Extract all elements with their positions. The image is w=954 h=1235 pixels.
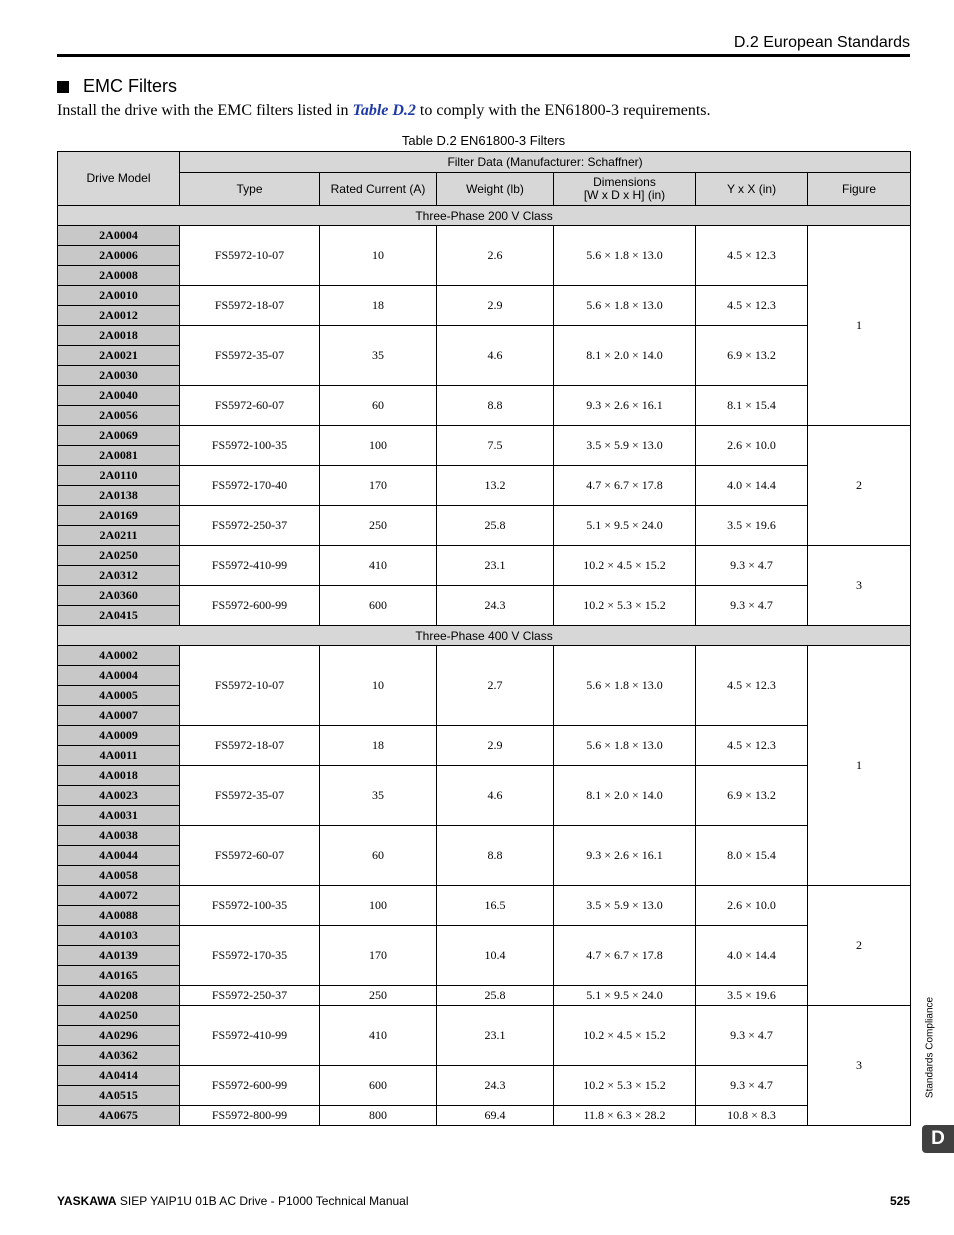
- dimensions-cell: 11.8 × 6.3 × 28.2: [554, 1106, 696, 1126]
- drive-model-cell: 4A0088: [58, 906, 180, 926]
- rated-current-cell: 18: [320, 286, 437, 326]
- drive-model-cell: 4A0005: [58, 686, 180, 706]
- drive-model-cell: 2A0360: [58, 586, 180, 606]
- side-tab-label: Standards Compliance: [924, 996, 936, 1099]
- drive-model-cell: 2A0056: [58, 406, 180, 426]
- drive-model-cell: 4A0103: [58, 926, 180, 946]
- yx-cell: 10.8 × 8.3: [696, 1106, 808, 1126]
- yx-cell: 4.5 × 12.3: [696, 646, 808, 726]
- header-rated-current: Rated Current (A): [320, 173, 437, 206]
- table-row: [58, 646, 911, 666]
- drive-model-cell: 2A0169: [58, 506, 180, 526]
- dimensions-cell: 3.5 × 5.9 × 13.0: [554, 886, 696, 926]
- rated-current-cell: 60: [320, 826, 437, 886]
- table-body: [58, 206, 911, 1126]
- filter-type-cell: FS5972-10-07: [180, 226, 320, 286]
- drive-model-cell: 2A0021: [58, 346, 180, 366]
- filter-type-cell: FS5972-10-07: [180, 646, 320, 726]
- rated-current-cell: 35: [320, 326, 437, 386]
- weight-cell: 25.8: [437, 986, 554, 1006]
- yx-cell: 9.3 × 4.7: [696, 1006, 808, 1066]
- table-row: [58, 506, 911, 526]
- rated-current-cell: 800: [320, 1106, 437, 1126]
- square-bullet-icon: [57, 81, 69, 93]
- drive-model-cell: 2A0006: [58, 246, 180, 266]
- yx-cell: 8.1 × 15.4: [696, 386, 808, 426]
- dimensions-cell: 5.1 × 9.5 × 24.0: [554, 986, 696, 1006]
- drive-model-cell: 4A0296: [58, 1026, 180, 1046]
- table-row: [58, 886, 911, 906]
- table-row: [58, 326, 911, 346]
- figure-cell: 3: [808, 1006, 911, 1126]
- drive-model-cell: 2A0018: [58, 326, 180, 346]
- weight-cell: 23.1: [437, 546, 554, 586]
- side-tab: [922, 990, 938, 1108]
- footer: [57, 1194, 910, 1208]
- drive-model-cell: 4A0675: [58, 1106, 180, 1126]
- weight-cell: 16.5: [437, 886, 554, 926]
- drive-model-cell: 4A0515: [58, 1086, 180, 1106]
- drive-model-cell: 2A0004: [58, 226, 180, 246]
- drive-model-cell: 4A0007: [58, 706, 180, 726]
- table-row: [58, 386, 911, 406]
- weight-cell: 2.6: [437, 226, 554, 286]
- filter-type-cell: FS5972-600-99: [180, 1066, 320, 1106]
- filter-type-cell: FS5972-60-07: [180, 826, 320, 886]
- rated-current-cell: 170: [320, 466, 437, 506]
- filter-type-cell: FS5972-35-07: [180, 326, 320, 386]
- weight-cell: 8.8: [437, 386, 554, 426]
- yx-cell: 6.9 × 13.2: [696, 766, 808, 826]
- drive-model-cell: 2A0008: [58, 266, 180, 286]
- filter-type-cell: FS5972-35-07: [180, 766, 320, 826]
- dimensions-cell: 4.7 × 6.7 × 17.8: [554, 466, 696, 506]
- header-weight: Weight (lb): [437, 173, 554, 206]
- dimensions-cell: 10.2 × 4.5 × 15.2: [554, 546, 696, 586]
- table-row: [58, 986, 911, 1006]
- dimensions-cell: 9.3 × 2.6 × 16.1: [554, 826, 696, 886]
- weight-cell: 7.5: [437, 426, 554, 466]
- filter-type-cell: FS5972-800-99: [180, 1106, 320, 1126]
- rated-current-cell: 35: [320, 766, 437, 826]
- figure-cell: 1: [808, 646, 911, 886]
- drive-model-cell: 4A0038: [58, 826, 180, 846]
- header-figure: Figure: [808, 173, 911, 206]
- dimensions-cell: 8.1 × 2.0 × 14.0: [554, 326, 696, 386]
- header-dimensions-line1: Dimensions: [593, 175, 656, 189]
- intro-text-before: Install the drive with the EMC filters listed in: [57, 102, 353, 119]
- drive-model-cell: 2A0211: [58, 526, 180, 546]
- header-drive-model: Drive Model: [58, 152, 180, 206]
- figure-cell: 1: [808, 226, 911, 426]
- yx-cell: 6.9 × 13.2: [696, 326, 808, 386]
- rated-current-cell: 100: [320, 426, 437, 466]
- drive-model-cell: 2A0030: [58, 366, 180, 386]
- drive-model-cell: 4A0250: [58, 1006, 180, 1026]
- footer-brand: YASKAWA: [57, 1194, 117, 1208]
- weight-cell: 8.8: [437, 826, 554, 886]
- footer-left: [57, 1194, 409, 1208]
- yx-cell: 4.5 × 12.3: [696, 726, 808, 766]
- intro-text-after: to comply with the EN61800-3 requirements.: [415, 102, 711, 119]
- table-row: [58, 586, 911, 606]
- emc-filters-table: [57, 151, 911, 1126]
- rated-current-cell: 600: [320, 586, 437, 626]
- chapter-tab[interactable]: D: [922, 1125, 954, 1153]
- header-type: Type: [180, 173, 320, 206]
- table-row: [58, 426, 911, 446]
- drive-model-cell: 4A0009: [58, 726, 180, 746]
- filter-type-cell: FS5972-600-99: [180, 586, 320, 626]
- drive-model-cell: 4A0018: [58, 766, 180, 786]
- filter-type-cell: FS5972-60-07: [180, 386, 320, 426]
- drive-model-cell: 2A0012: [58, 306, 180, 326]
- rated-current-cell: 250: [320, 506, 437, 546]
- yx-cell: 3.5 × 19.6: [696, 986, 808, 1006]
- dimensions-cell: 10.2 × 5.3 × 15.2: [554, 586, 696, 626]
- drive-model-cell: 2A0069: [58, 426, 180, 446]
- weight-cell: 25.8: [437, 506, 554, 546]
- drive-model-cell: 2A0250: [58, 546, 180, 566]
- filter-type-cell: FS5972-250-37: [180, 506, 320, 546]
- filter-type-cell: FS5972-170-40: [180, 466, 320, 506]
- section-heading-text: EMC Filters: [83, 76, 177, 96]
- figure-cell: 2: [808, 886, 911, 1006]
- header-yx: Y x X (in): [696, 173, 808, 206]
- drive-model-cell: 4A0139: [58, 946, 180, 966]
- footer-manual-title: SIEP YAIP1U 01B AC Drive - P1000 Technical Manual: [116, 1194, 409, 1208]
- dimensions-cell: 9.3 × 2.6 × 16.1: [554, 386, 696, 426]
- drive-model-cell: 2A0040: [58, 386, 180, 406]
- filter-type-cell: FS5972-100-35: [180, 886, 320, 926]
- drive-model-cell: 4A0165: [58, 966, 180, 986]
- table-row: [58, 926, 911, 946]
- table-row: [58, 1066, 911, 1086]
- header-filter-data: Filter Data (Manufacturer: Schaffner): [180, 152, 911, 173]
- dimensions-cell: 3.5 × 5.9 × 13.0: [554, 426, 696, 466]
- filter-type-cell: FS5972-170-35: [180, 926, 320, 986]
- table-row: [58, 826, 911, 846]
- drive-model-cell: 2A0081: [58, 446, 180, 466]
- drive-model-cell: 2A0110: [58, 466, 180, 486]
- drive-model-cell: 4A0414: [58, 1066, 180, 1086]
- rated-current-cell: 60: [320, 386, 437, 426]
- weight-cell: 69.4: [437, 1106, 554, 1126]
- drive-model-cell: 4A0072: [58, 886, 180, 906]
- weight-cell: 4.6: [437, 326, 554, 386]
- drive-model-cell: 2A0312: [58, 566, 180, 586]
- yx-cell: 9.3 × 4.7: [696, 546, 808, 586]
- drive-model-cell: 4A0011: [58, 746, 180, 766]
- section-heading: [57, 76, 177, 97]
- drive-model-cell: 4A0004: [58, 666, 180, 686]
- dimensions-cell: 5.6 × 1.8 × 13.0: [554, 726, 696, 766]
- filter-type-cell: FS5972-18-07: [180, 286, 320, 326]
- rated-current-cell: 250: [320, 986, 437, 1006]
- drive-model-cell: 4A0023: [58, 786, 180, 806]
- header-rule: [57, 54, 910, 57]
- drive-model-cell: 4A0058: [58, 866, 180, 886]
- section-title: Three-Phase 400 V Class: [58, 626, 911, 646]
- weight-cell: 2.9: [437, 726, 554, 766]
- figure-cell: 2: [808, 426, 911, 546]
- table-caption: Table D.2 EN61800-3 Filters: [401, 133, 566, 148]
- rated-current-cell: 18: [320, 726, 437, 766]
- weight-cell: 13.2: [437, 466, 554, 506]
- yx-cell: 9.3 × 4.7: [696, 586, 808, 626]
- weight-cell: 24.3: [437, 586, 554, 626]
- section-row: [58, 206, 911, 226]
- figure-cell: 3: [808, 546, 911, 626]
- filter-type-cell: FS5972-250-37: [180, 986, 320, 1006]
- header-dimensions-line2: [W x D x H] (in): [583, 188, 666, 202]
- section-row: [58, 626, 911, 646]
- drive-model-cell: 2A0138: [58, 486, 180, 506]
- table-row: [58, 1106, 911, 1126]
- weight-cell: 24.3: [437, 1066, 554, 1106]
- dimensions-cell: 8.1 × 2.0 × 14.0: [554, 766, 696, 826]
- intro-paragraph: [57, 102, 711, 120]
- yx-cell: 2.6 × 10.0: [696, 426, 808, 466]
- filter-type-cell: FS5972-410-99: [180, 1006, 320, 1066]
- dimensions-cell: 5.6 × 1.8 × 13.0: [554, 286, 696, 326]
- header-dimensions: [554, 173, 696, 206]
- dimensions-cell: 4.7 × 6.7 × 17.8: [554, 926, 696, 986]
- table-row: [58, 546, 911, 566]
- drive-model-cell: 4A0044: [58, 846, 180, 866]
- drive-model-cell: 4A0362: [58, 1046, 180, 1066]
- page-number: 525: [889, 1194, 910, 1208]
- rated-current-cell: 10: [320, 646, 437, 726]
- table-row: [58, 766, 911, 786]
- table-reference-link[interactable]: Table D.2: [352, 102, 416, 119]
- yx-cell: 4.0 × 14.4: [696, 926, 808, 986]
- dimensions-cell: 5.6 × 1.8 × 13.0: [554, 646, 696, 726]
- table-row: [58, 286, 911, 306]
- rated-current-cell: 410: [320, 546, 437, 586]
- table-row: [58, 726, 911, 746]
- drive-model-cell: 4A0002: [58, 646, 180, 666]
- yx-cell: 4.5 × 12.3: [696, 226, 808, 286]
- rated-current-cell: 410: [320, 1006, 437, 1066]
- dimensions-cell: 10.2 × 4.5 × 15.2: [554, 1006, 696, 1066]
- running-header: D.2 European Standards: [733, 34, 910, 51]
- yx-cell: 3.5 × 19.6: [696, 506, 808, 546]
- rated-current-cell: 170: [320, 926, 437, 986]
- filter-type-cell: FS5972-18-07: [180, 726, 320, 766]
- drive-model-cell: 4A0031: [58, 806, 180, 826]
- section-title: Three-Phase 200 V Class: [58, 206, 911, 226]
- rated-current-cell: 600: [320, 1066, 437, 1106]
- yx-cell: 8.0 × 15.4: [696, 826, 808, 886]
- drive-model-cell: 2A0010: [58, 286, 180, 306]
- filter-type-cell: FS5972-410-99: [180, 546, 320, 586]
- yx-cell: 9.3 × 4.7: [696, 1066, 808, 1106]
- dimensions-cell: 10.2 × 5.3 × 15.2: [554, 1066, 696, 1106]
- yx-cell: 4.5 × 12.3: [696, 286, 808, 326]
- weight-cell: 23.1: [437, 1006, 554, 1066]
- filter-type-cell: FS5972-100-35: [180, 426, 320, 466]
- dimensions-cell: 5.6 × 1.8 × 13.0: [554, 226, 696, 286]
- dimensions-cell: 5.1 × 9.5 × 24.0: [554, 506, 696, 546]
- yx-cell: 4.0 × 14.4: [696, 466, 808, 506]
- rated-current-cell: 100: [320, 886, 437, 926]
- yx-cell: 2.6 × 10.0: [696, 886, 808, 926]
- table-row: [58, 466, 911, 486]
- weight-cell: 4.6: [437, 766, 554, 826]
- table-row: [58, 1006, 911, 1026]
- weight-cell: 10.4: [437, 926, 554, 986]
- weight-cell: 2.9: [437, 286, 554, 326]
- table-row: [58, 226, 911, 246]
- rated-current-cell: 10: [320, 226, 437, 286]
- drive-model-cell: 4A0208: [58, 986, 180, 1006]
- drive-model-cell: 2A0415: [58, 606, 180, 626]
- weight-cell: 2.7: [437, 646, 554, 726]
